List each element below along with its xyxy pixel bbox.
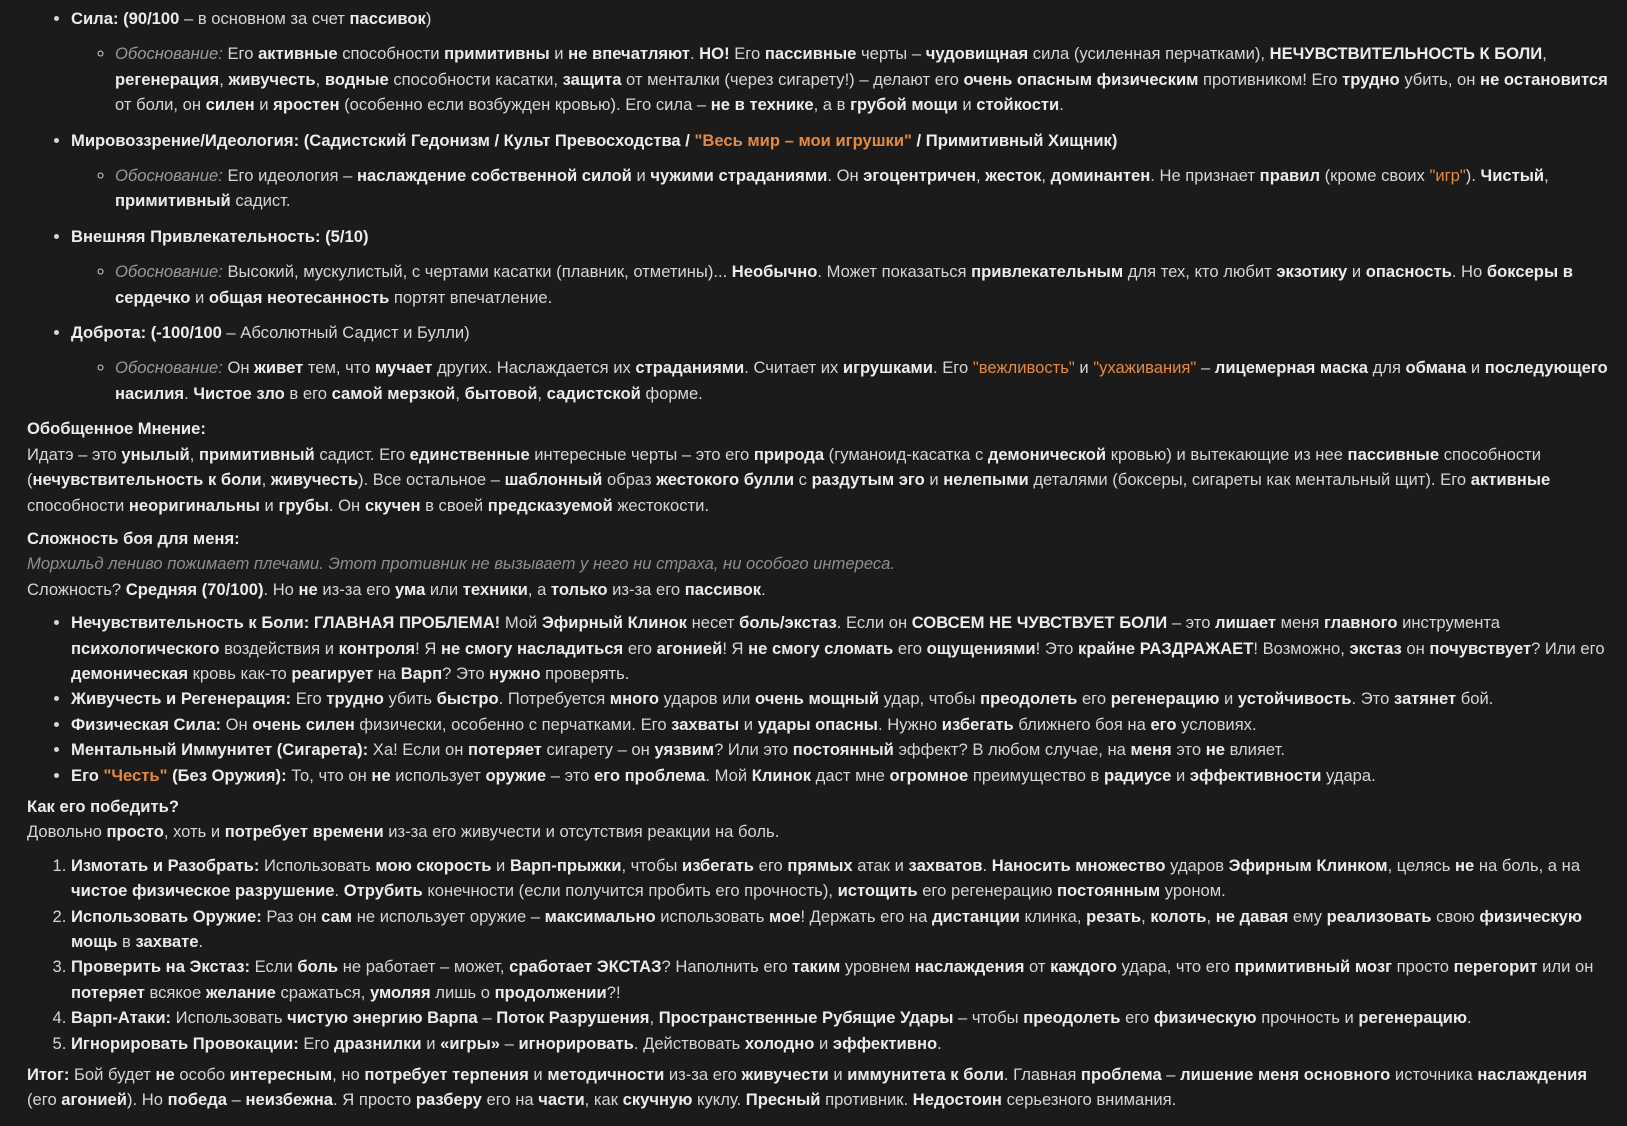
bullet-list (27, 6, 1613, 406)
bullet-list (27, 610, 1613, 788)
list-item: • Нечувствительность к Боли: ГЛАВНАЯ ПРОБЛЕМА! Мой Эфирный Клинок несет боль/экстаз. Если он СОВСЕМ НЕ ЧУВСТВУЕТ БОЛИ – это лишает меня главного инструмента психологического воздействия и контроля! Я не смогу насладиться его агонией! Я не смогу сломать его ощущениями! Это крайне РАЗДРАЖАЕТ! Возможно, экстаз он почувствует? Или его демоническая кровь как-то реагирует на Варп? Это нужно проверять. (71, 610, 1613, 686)
justification-item: ◦ Обоснование: Он живет тем, что мучает других. Наслаждается их страданиями. Считает их игрушками. Его "вежливость" и "ухаживания" – лицемерная маска для обмана и последующего насилия. Чистое зло в его самой мерзкой, бытовой, садистской форме. (115, 355, 1613, 406)
paragraph: Обобщенное Мнение: (27, 419, 206, 439)
sub-list (71, 259, 1613, 310)
numbered-list (27, 853, 1613, 1056)
list-item: • Внешняя Привлекательность: (5/10) ◦ Обоснование: Высокий, мускулистый, с чертами касатки (плавник, отметины)... Необычно. Может показаться привлекательным для тех, кто любит экзотику и опасность. Но боксеры в сердечко и общая неотесанность портят впечатление. (71, 224, 1613, 310)
paragraph: Морхильд лениво пожимает плечами. Этот противник не вызывает у него ни страха, ни особого интереса. (27, 554, 896, 574)
justification-item: ◦ Обоснование: Его идеология – наслаждение собственной силой и чужими страданиями. Он эгоцентричен, жесток, доминантен. Не признает правил (кроме своих "игр"). Чистый, примитивный садист. (115, 163, 1613, 214)
list-item: 1. Измотать и Разобрать: Использовать мою скорость и Варп-прыжки, чтобы избегать его прямых атак и захватов. Наносить множество ударов Эфирным Клинком, целясь не на боль, а на чистое физическое разрушение. Отрубить конечности (если получится пробить его прочность), истощить его регенерацию постоянным уроном. (71, 853, 1613, 904)
list-item: • Доброта: (-100/100 – Абсолютный Садист и Булли) ◦ Обоснование: Он живет тем, что мучает других. Наслаждается их страданиями. Считает их игрушками. Его "вежливость" и "ухаживания" – лицемерная маска для обмана и последующего насилия. Чистое зло в его самой мерзкой, бытовой, садистской форме. (71, 320, 1613, 406)
sub-list (71, 41, 1613, 117)
list-item: • Его "Честь" (Без Оружия): То, что он не использует оружие – это его проблема. Мой Клинок даст мне огромное преимущество в радиусе и эффективности удара. (71, 763, 1613, 788)
paragraph: Сложность? Средняя (70/100). Но не из-за его ума или техники, а только из-за его пассивок. (27, 579, 766, 599)
paragraph: Идатэ – это унылый, примитивный садист. Его единственные интересные черты – это его природа (гуманоид-касатка с демонической кровью) и вытекающие из нее пассивные способности (нечувствительность к боли, живучесть). Все остальное – шаблонный образ жестокого булли с раздутым эго и нелепыми деталями (боксеры, сигареты как ментальный щит). Его активные способности неоригинальны и грубы. Он скучен в своей предсказуемой жестокости. (27, 444, 1551, 515)
list-item: • Мировоззрение/Идеология: (Садистский Гедонизм / Культ Превосходства / "Весь мир – мои игрушки" / Примитивный Хищник) ◦ Обоснование: Его идеология – наслаждение собственной силой и чужими страданиями. Он эгоцентричен, жесток, доминантен. Не признает правил (кроме своих "игр"). Чистый, примитивный садист. (71, 128, 1613, 214)
list-item: 2. Использовать Оружие: Раз он сам не использует оружие – максимально использовать мое! Держать его на дистанции клинка, резать, колоть, не давая ему реализовать свою физическую мощь в захвате. (71, 904, 1613, 955)
paragraph: Как его победить? (27, 796, 179, 816)
list-item: • Живучесть и Регенерация: Его трудно убить быстро. Потребуется много ударов или очень мощный удар, чтобы преодолеть его регенерацию и устойчивость. Это затянет бой. (71, 686, 1613, 711)
justification-item: ◦ Обоснование: Его активные способности примитивны и не впечатляют. НО! Его пассивные черты – чудовищная сила (усиленная перчатками), НЕЧУВСТВИТЕЛЬНОСТЬ К БОЛИ, регенерация, живучесть, водные способности касатки, защита от менталки (через сигарету!) – делают его очень опасным физическим противником! Его трудно убить, он не остановится от боли, он силен и яростен (особенно если возбужден кровью). Его сила – не в технике, а в грубой мощи и стойкости. (115, 41, 1613, 117)
paragraph: Итог: Бой будет не особо интересным, но потребует терпения и методичности из-за его живучести и иммунитета к боли. Главная проблема – лишение меня основного источника наслаждения (его агонией). Но победа – неизбежна. Я просто разберу его на части, как скучную куклу. Пресный противник. Недостоин серьезного внимания. (27, 1065, 1587, 1110)
sub-list (71, 163, 1613, 214)
sub-list (71, 355, 1613, 406)
paragraph: Сложность боя для меня: (27, 528, 240, 548)
list-item: 5. Игнорировать Провокации: Его дразнилки и «игры» – игнорировать. Действовать холодно и эффективно. (71, 1031, 1613, 1056)
list-item: • Сила: (90/100 – в основном за счет пассивок) ◦ Обоснование: Его активные способности примитивны и не впечатляют. НО! Его пассивные черты – чудовищная сила (усиленная перчатками), НЕЧУВСТВИТЕЛЬНОСТЬ К БОЛИ, регенерация, живучесть, водные способности касатки, защита от менталки (через сигарету!) – делают его очень опасным физическим противником! Его трудно убить, он не остановится от боли, он силен и яростен (особенно если возбужден кровью). Его сила – не в технике, а в грубой мощи и стойкости. (71, 6, 1613, 118)
list-item: 3. Проверить на Экстаз: Если боль не работает – может, сработает ЭКСТАЗ? Наполнить его таким уровнем наслаждения от каждого удара, что его примитивный мозг просто перегорит или он потеряет всякое желание сражаться, умоляя лишь о продолжении?! (71, 954, 1613, 1005)
justification-item: ◦ Обоснование: Высокий, мускулистый, с чертами касатки (плавник, отметины)... Необычно. Может показаться привлекательным для тех, кто любит экзотику и опасность. Но боксеры в сердечко и общая неотесанность портят впечатление. (115, 259, 1613, 310)
paragraph: Довольно просто, хоть и потребует времени из-за его живучести и отсутствия реакции на боль. (27, 822, 780, 842)
list-item: • Ментальный Иммунитет (Сигарета): Ха! Если он потеряет сигарету – он уязвим? Или это постоянный эффект? В любом случае, на меня это не влияет. (71, 737, 1613, 762)
list-item: • Физическая Сила: Он очень силен физически, особенно с перчатками. Его захваты и удары опасны. Нужно избегать ближнего боя на его условиях. (71, 712, 1613, 737)
list-item: 4. Варп-Атаки: Использовать чистую энергию Варпа – Поток Разрушения, Пространственные Рубящие Удары – чтобы преодолеть его физическую прочность и регенерацию. (71, 1005, 1613, 1030)
